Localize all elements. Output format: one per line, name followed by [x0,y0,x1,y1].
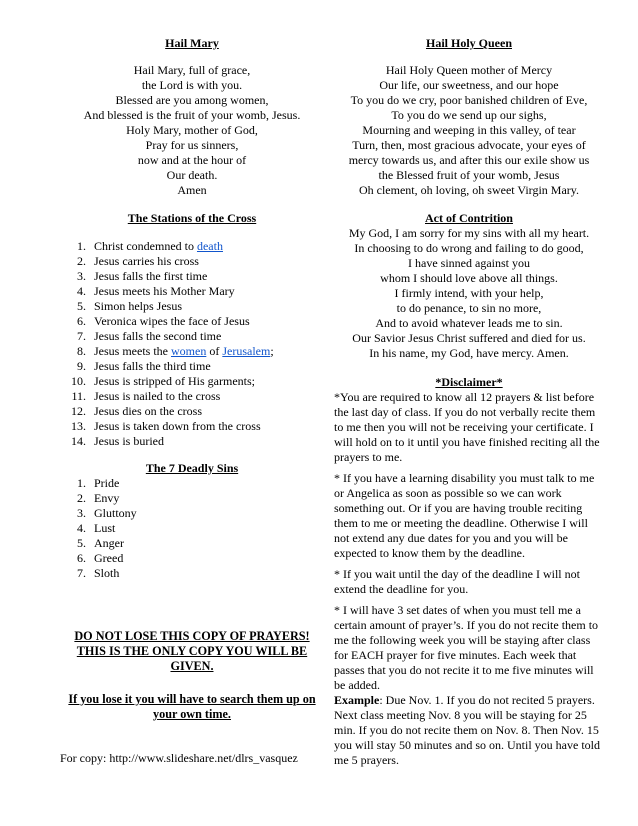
poem-line: whom I should love above all things. [380,271,558,285]
poem-line: mercy towards us, and after this our exile show us [348,153,590,167]
list-item: 6. Veronica wipes the face of Jesus [77,314,250,328]
disclaimer-example [334,693,604,768]
poem-line: Hail Mary, full of grace, [133,63,251,77]
poem-line: Oh clement, oh loving, oh sweet Virgin Mary. [358,183,580,197]
contrition-section [334,211,604,361]
list-item: 10. Jesus is stripped of His garments; [71,374,255,388]
poem-line: In his name, my God, have mercy. Amen. [369,346,569,360]
hail-mary-section [60,36,324,198]
footer-copy-url: For copy: http://www.slideshare.net/dlrs_vasquez [60,751,298,765]
left-column [60,36,324,722]
list-item: 8. Jesus meets the women of Jerusalem; [77,344,274,358]
list-item: 7. Sloth [77,566,120,580]
stations-section [60,211,324,449]
poem-line: Our life, our sweetness, and our hope [379,78,559,92]
contrition-text [334,226,604,361]
right-column [334,36,604,768]
poem-line: Blessed are you among women, [115,93,269,107]
poem-line: Hail Holy Queen mother of Mercy [385,63,553,77]
poem-line: To you do we send up our sighs, [391,108,547,122]
poem-line: Turn, then, most gracious advocate, your eyes of [352,138,586,152]
list-item: 3. Gluttony [77,506,137,520]
warning-copy-notice: DO NOT LOSE THIS COPY OF PRAYERS! THIS IS THE ONLY COPY YOU WILL BE GIVEN. [74,629,310,673]
poem-line: the Blessed fruit of your womb, Jesus [378,168,560,182]
example-label: Example [334,693,380,707]
list-item: 5. Anger [77,536,124,550]
list-item: 11. Jesus is nailed to the cross [71,389,221,403]
poem-line: I have sinned against you [408,256,530,270]
warning-section [60,629,324,722]
list-item: 12. Jesus dies on the cross [71,404,202,418]
sins-section [60,461,324,581]
poem-line: Our death. [166,168,218,182]
list-item: 5. Simon helps Jesus [77,299,183,313]
disclaimer-title: *Disclaimer* [435,375,503,389]
hail-mary-title: Hail Mary [165,36,219,50]
poem-line: To you do we cry, poor banished children of Eve, [350,93,588,107]
women-link[interactable]: women [171,344,207,358]
disclaimer-paragraph: *You are required to know all 12 prayers & list before the last day of class. If you do not verbally recite them to me then you will not be receiving your certificate. I will hold on to it until you have finished reciting all the prayers to me. [334,390,600,464]
disclaimer-paragraph: * I will have 3 set dates of when you must tell me a certain amount of prayer’s. If you do not recite them to me the following week you will be staying after class for EACH prayer for five minutes. Each week that passes that you do not recite it to me five minutes will be added. [334,603,599,692]
list-item: 4. Lust [77,521,116,535]
hail-holy-queen-text [334,63,604,198]
death-link[interactable]: death [196,239,223,253]
list-item: 2. Jesus carries his cross [77,254,199,268]
poem-line: I firmly intend, with your help, [394,286,544,300]
jerusalem-link[interactable]: Jerusalem [222,344,271,358]
list-item: 9. Jesus falls the third time [77,359,211,373]
poem-line: the Lord is with you. [141,78,243,92]
disclaimer-section [334,375,604,768]
poem-line: Amen [177,183,207,197]
poem-line: And to avoid whatever leads me to sin. [375,316,563,330]
stations-title: The Stations of the Cross [127,211,257,225]
poem-line: to do penance, to sin no more, [396,301,542,315]
hail-mary-text [60,63,324,198]
list-item: 13. Jesus is taken down from the cross [71,419,261,433]
list-item: 1. Christ condemned to death [77,239,223,253]
poem-line: My God, I am sorry for my sins with all my heart. [348,226,590,240]
hail-holy-queen-section [334,36,604,198]
list-item: 1. Pride [77,476,120,490]
list-item: 6. Greed [77,551,124,565]
hail-holy-queen-title: Hail Holy Queen [425,36,512,50]
poem-line: Pray for us sinners, [145,138,239,152]
list-item: 7. Jesus falls the second time [77,329,222,343]
disclaimer-paragraph: * If you have a learning disability you must talk to me or Angelica as soon as possible so we can work something out. Or if you are having trouble reciting them to me or meeting the deadline. Otherwise I will not extend any due dates for you and you will be expected to know them by the deadline. [334,471,595,560]
poem-line: In choosing to do wrong and failing to do good, [354,241,584,255]
poem-line: Mourning and weeping in this valley, of tear [362,123,576,137]
list-item: 3. Jesus falls the first time [77,269,208,283]
poem-line: Holy Mary, mother of God, [126,123,258,137]
sins-title: The 7 Deadly Sins [145,461,239,475]
poem-line: And blessed is the fruit of your womb, Jesus. [83,108,301,122]
list-item: 2. Envy [77,491,120,505]
contrition-title: Act of Contrition [425,211,513,225]
disclaimer-paragraph: * If you wait until the day of the deadline I will not extend the deadline for you. [334,567,580,596]
stations-list [60,239,324,449]
sins-list [60,476,324,581]
poem-line: now and at the hour of [137,153,247,167]
list-item: 14. Jesus is buried [71,434,164,448]
poem-line: Our Savior Jesus Christ suffered and died for us. [352,331,586,345]
example-text: : Due Nov. 1. If you do not recited 5 prayers. Next class meeting Nov. 8 you will be staying for 25 min. If you do not recite them on Nov. 8. Then Nov. 15 you will stay 50 minutes and so on. Until you have told me 5 prayers. [334,693,600,767]
warning-search-notice: If you lose it you will have to search them up on your own time. [68,692,316,721]
list-item: 4. Jesus meets his Mother Mary [77,284,235,298]
